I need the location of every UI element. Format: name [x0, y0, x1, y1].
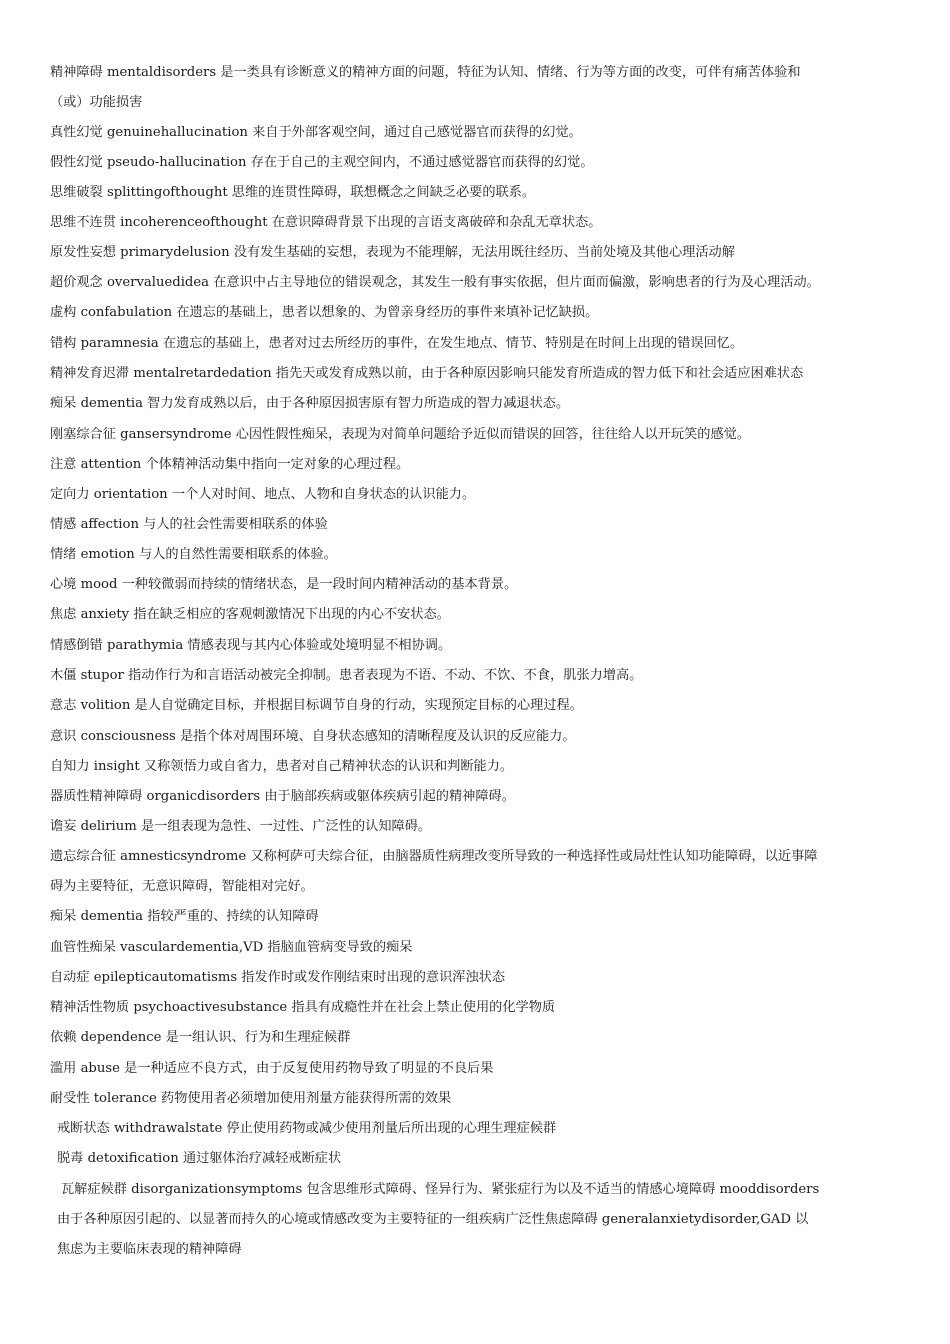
text-line: 血管性痴呆 vasculardementia,VD 指脑血管病变导致的痴呆 [50, 940, 413, 955]
text-line: 错构 paramnesia 在遗忘的基础上，患者对过去所经历的事件，在发生地点、情节、特别是在时间上出现的错误回忆。 [50, 336, 744, 351]
text-line: 定向力 orientation 一个人对时间、地点、人物和自身状态的认识能力。 [50, 487, 476, 502]
text-line: 痴呆 dementia 智力发育成熟以后，由于各种原因损害原有智力所造成的智力减退状态。 [50, 396, 570, 411]
text-line: 精神发育迟滞 mentalretardedation 指先天或发育成熟以前，由于各种原因影响只能发育所造成的智力低下和社会适应困难状态 [50, 366, 804, 381]
text-line: 情感倒错 parathymia 情感表现与其内心体验或处境明显不相协调。 [50, 638, 452, 653]
text-line: 谵妄 delirium 是一组表现为急性、一过性、广泛性的认知障碍。 [50, 819, 432, 834]
text-line: 耐受性 tolerance 药物使用者必须增加使用剂量方能获得所需的效果 [50, 1091, 452, 1106]
text-line: 注意 attention 个体精神活动集中指向一定对象的心理过程。 [50, 457, 410, 472]
text-line: 依赖 dependence 是一组认识、行为和生理症候群 [50, 1030, 351, 1045]
text-line: 滥用 abuse 是一种适应不良方式，由于反复使用药物导致了明显的不良后果 [50, 1061, 494, 1076]
text-line: 精神活性物质 psychoactivesubstance 指具有成瘾性并在社会上禁止使用的化学物质 [50, 1000, 556, 1015]
text-line: 真性幻觉 genuinehallucination 来自于外部客观空间，通过自己感觉器官而获得的幻觉。 [50, 125, 582, 140]
text-line: 遗忘综合征 amnesticsyndrome 又称柯萨可夫综合征，由脑器质性病理改变所导致的一种选择性或局灶性认知功能障碍，以近事障 [50, 849, 818, 864]
text-line: 自动症 epilepticautomatisms 指发作时或发作刚结束时出现的意识浑浊状态 [50, 970, 506, 985]
text-line: 痴呆 dementia 指较严重的、持续的认知障碍 [50, 909, 319, 924]
text-line: 由于各种原因引起的、以显著而持久的心境或情感改变为主要特征的一组疾病广泛性焦虑障碍 generalanxietydisorder,GAD 以 [57, 1212, 809, 1227]
text-line: 虚构 confabulation 在遗忘的基础上，患者以想象的、为曾亲身经历的事件来填补记忆缺损。 [50, 305, 599, 320]
text-line: 焦虑为主要临床表现的精神障碍 [57, 1242, 242, 1257]
text-line: 思维破裂 splittingofthought 思维的连贯性障碍，联想概念之间缺乏必要的联系。 [50, 185, 536, 200]
text-line: 思维不连贯 incoherenceofthought 在意识障碍背景下出现的言语支离破碎和杂乱无章状态。 [50, 215, 602, 230]
text-line: 自知力 insight 又称领悟力或自省力，患者对自己精神状态的认识和判断能力。 [50, 759, 514, 774]
text-line: 意志 volition 是人自觉确定目标，并根据目标调节自身的行动，实现预定目标的心理过程。 [50, 698, 583, 713]
text-line: 意识 consciousness 是指个体对周围环境、自身状态感知的清晰程度及认识的反应能力。 [50, 729, 576, 744]
text-line: 器质性精神障碍 organicdisorders 由于脑部疾病或躯体疾病引起的精神障碍。 [50, 789, 515, 804]
text-line: 心境 mood 一种较微弱而持续的情绪状态，是一段时间内精神活动的基本背景。 [50, 577, 518, 592]
text-line: 脱毒 detoxification 通过躯体治疗减轻戒断症状 [57, 1151, 342, 1166]
text-line: 超价观念 overvaluedidea 在意识中占主导地位的错误观念，其发生一般有事实依据，但片面而偏激，影响患者的行为及心理活动。 [50, 275, 820, 290]
text-line: 瓦解症候群 disorganizationsymptoms 包含思维形式障碍、怪异行为、紧张症行为以及不适当的情感心境障碍 mooddisorders [61, 1182, 820, 1197]
text-line: 情感 affection 与人的社会性需要相联系的体验 [50, 517, 328, 532]
text-line: 焦虑 anxiety 指在缺乏相应的客观刺激情况下出现的内心不安状态。 [50, 607, 450, 622]
text-line: 情绪 emotion 与人的自然性需要相联系的体验。 [50, 547, 337, 562]
text-line: 假性幻觉 pseudo-hallucination 存在于自己的主观空间内，不通过感觉器官而获得的幻觉。 [50, 155, 594, 170]
text-line: 原发性妄想 primarydelusion 没有发生基础的妄想，表现为不能理解，无法用既往经历、当前处境及其他心理活动解 [50, 245, 735, 260]
text-line: 木僵 stupor 指动作行为和言语活动被完全抑制。患者表现为不语、不动、不饮、不食，肌张力增高。 [50, 668, 643, 683]
text-line: 刚塞综合征 gansersyndrome 心因性假性痴呆，表现为对简单问题给予近似而错误的回答，往往给人以开玩笑的感觉。 [50, 427, 751, 442]
text-line: 碍为主要特征，无意识障碍，智能相对完好。 [50, 879, 314, 894]
text-line: 戒断状态 withdrawalstate 停止使用药物或减少使用剂量后所出现的心理生理症候群 [57, 1121, 557, 1136]
text-line: 精神障碍 mentaldisorders 是一类具有诊断意义的精神方面的问题，特征为认知、情绪、行为等方面的改变，可伴有痛苦体验和 [50, 65, 801, 80]
text-line: （或）功能损害 [50, 95, 143, 110]
